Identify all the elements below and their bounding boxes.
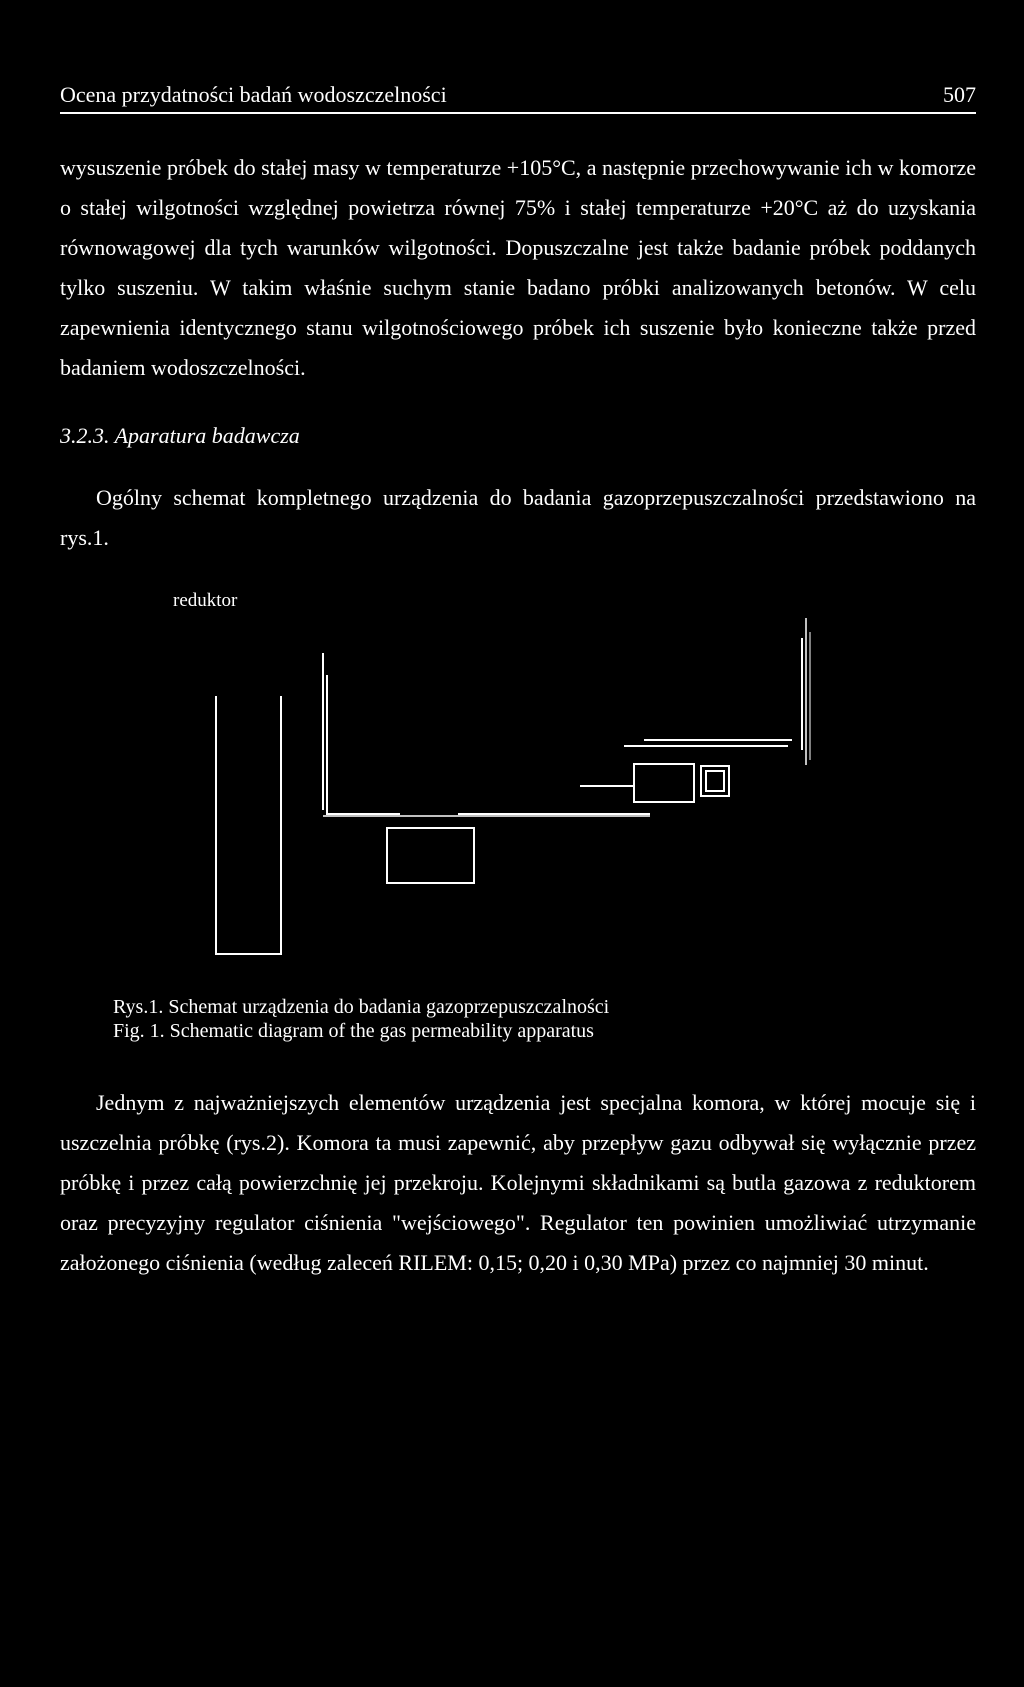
apparatus-schematic bbox=[160, 590, 840, 970]
paragraph-2: Ogólny schemat kompletnego urządzenia do badania gazoprzepuszczalności przedstawiono na rys.1. bbox=[60, 485, 976, 550]
apparatus-diagram bbox=[160, 590, 840, 970]
figure-captions bbox=[113, 995, 609, 1043]
test-chamber bbox=[387, 828, 474, 883]
regulator-unit bbox=[634, 764, 694, 802]
gas-cylinder bbox=[216, 696, 281, 954]
running-title: Ocena przydatności badań wodoszczelności bbox=[60, 82, 447, 107]
paragraph-1: wysuszenie próbek do stałej masy w temperaturze +105°C, a następnie przechowywanie ich w komorze o stałej wilgotności względnej powietrza równej 75% i stałej temperaturze +20°C aż do uzyskania równowagowej dla tych warunków wilgotności. Dopuszczalne jest także badanie próbek poddanych tylko suszeniu. W takim właśnie suchym stanie badano próbki analizowanych betonów. W celu zapewnienia identycznego stanu wilgotnościowego próbek ich suszenie było konieczne także przed badaniem wodoszczelności. bbox=[60, 155, 976, 380]
valve-inner bbox=[706, 771, 724, 791]
section-heading: 3.2.3. Aparatura badawcza bbox=[60, 423, 300, 448]
reduktor-label: reduktor bbox=[173, 590, 238, 611]
caption-english: Fig. 1. Schematic diagram of the gas permeability apparatus bbox=[113, 1020, 594, 1042]
caption-polish: Rys.1. Schemat urządzenia do badania gazoprzepuszczalności bbox=[113, 996, 610, 1018]
paragraph-3: Jednym z najważniejszych elementów urządzenia jest specjalna komora, w której mocuje się i uszczelnia próbkę (rys.2). Komora ta musi zapewnić, aby przepływ gazu odbywał się wyłącznie przez próbkę i przez całą powierzchnię jej przekroju. Kolejnymi składnikami są butla gazowa z reduktorem oraz precyzyjny regulator ciśnienia "wejściowego". Regulator ten powinien umożliwiać utrzymanie założonego ciśnienia (według zaleceń RILEM: 0,15; 0,20 i 0,30 MPa) przez co najmniej 30 minut. bbox=[60, 1090, 976, 1275]
page-number: 507 bbox=[943, 82, 976, 107]
pipe-bend bbox=[327, 675, 400, 814]
running-header bbox=[60, 82, 976, 114]
